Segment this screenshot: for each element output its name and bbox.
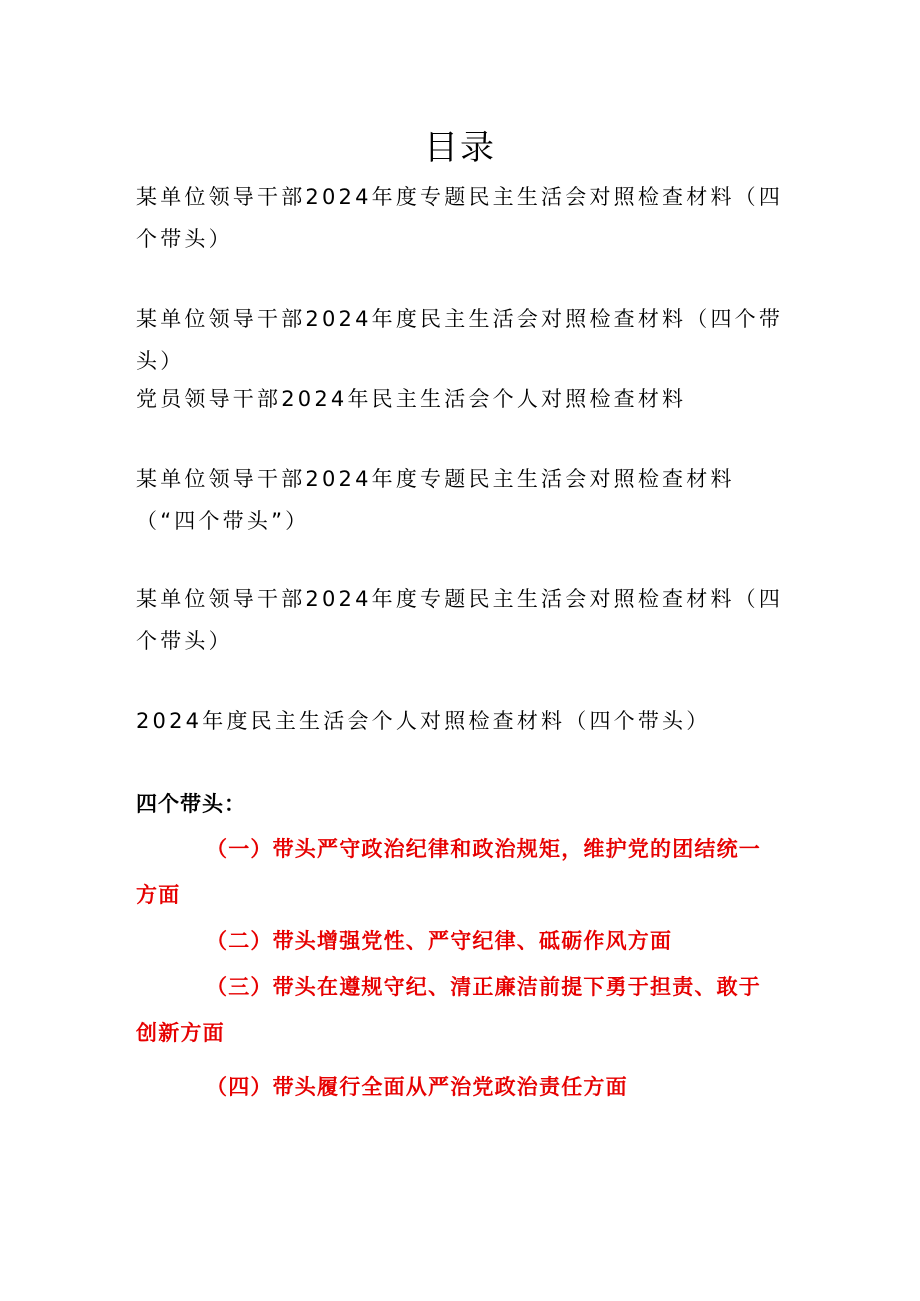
toc-item-1[interactable]: 某单位领导干部2024年度专题民主生活会对照检查材料（四个带头） xyxy=(136,185,784,251)
toc-item-3[interactable]: 党员领导干部2024年民主生活会个人对照检查材料 xyxy=(136,387,687,411)
page-title: 目录 xyxy=(424,128,496,168)
toc-item-2[interactable]: 某单位领导干部2024年度民主生活会对照检查材料（四个带头） xyxy=(136,307,784,373)
toc-item-4[interactable]: 某单位领导干部2024年度专题民主生活会对照检查材料（“四个带头”） xyxy=(136,467,735,533)
point-2: （二）带头增强党性、严守纪律、砥砺作风方面 xyxy=(206,929,673,953)
toc-item-6[interactable]: 2024年度民主生活会个人对照检查材料（四个带头） xyxy=(136,709,711,733)
toc-item-5[interactable]: 某单位领导干部2024年度专题民主生活会对照检查材料（四个带头） xyxy=(136,587,784,653)
point-3: （三）带头在遵规守纪、清正廉洁前提下勇于担责、敢于创新方面 xyxy=(136,975,761,1045)
point-1: （一）带头严守政治纪律和政治规矩，维护党的团结统一方面 xyxy=(136,837,761,907)
section-heading: 四个带头： xyxy=(136,792,246,816)
point-4: （四）带头履行全面从严治党政治责任方面 xyxy=(206,1075,628,1099)
